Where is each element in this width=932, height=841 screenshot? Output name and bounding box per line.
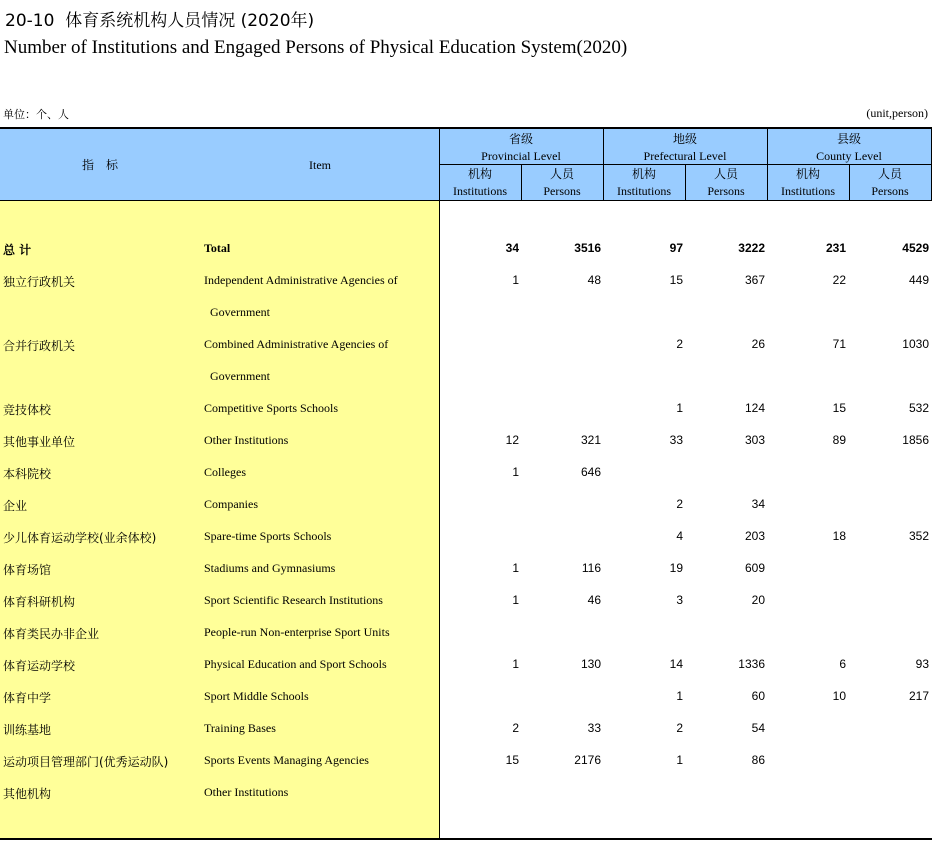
header-indicator-label: 指 标 — [81, 158, 118, 172]
value-cell: 54 — [751, 721, 765, 735]
value-cell: 4 — [676, 529, 683, 543]
table-row — [0, 776, 932, 808]
indicator-cn: 其他机构 — [3, 787, 52, 801]
header-persons-en: Persons — [543, 184, 581, 198]
table-row — [0, 712, 932, 744]
value-cell: 367 — [744, 273, 765, 287]
item-en — [204, 456, 436, 488]
item-en — [204, 264, 436, 328]
indicator-cn: 合并行政机关 — [3, 339, 76, 353]
table-row — [0, 488, 932, 520]
value-cell: 1856 — [902, 433, 929, 447]
value-cell: 203 — [744, 529, 765, 543]
header-institutions-en: Institutions — [616, 184, 671, 198]
header-provincial-institutions — [439, 166, 521, 200]
item-en-line: Stadiums and Gymnasiums — [204, 561, 336, 575]
value-cell: 1030 — [902, 337, 929, 351]
table-row — [0, 680, 932, 712]
value-cell: 1 — [676, 689, 683, 703]
indicator-cn: 其他事业单位 — [3, 435, 76, 449]
item-en-line: Companies — [204, 497, 258, 511]
value-cell: 19 — [669, 561, 683, 575]
value-cell: 6 — [839, 657, 846, 671]
value-cell: 116 — [581, 561, 601, 575]
indicator-cn: 独立行政机关 — [3, 275, 76, 289]
item-en-line: Government — [210, 305, 270, 319]
table-row — [0, 552, 932, 584]
item-en — [204, 392, 436, 424]
indicator-cn: 少儿体育运动学校(业余体校) — [3, 531, 157, 545]
indicator-cn: 企业 — [3, 499, 28, 513]
table-row — [0, 456, 932, 488]
indicator-cn: 体育科研机构 — [3, 595, 76, 609]
table-row — [0, 424, 932, 456]
header-item-label: Item — [309, 158, 331, 172]
header-institutions-en: Institutions — [452, 184, 507, 198]
header-persons-en: Persons — [871, 184, 909, 198]
item-en-line: Sports Events Managing Agencies — [204, 753, 369, 767]
header-county-institutions — [767, 166, 849, 200]
bottom-rule — [0, 838, 932, 840]
indicator-cn: 体育运动学校 — [3, 659, 76, 673]
indicator-cn: 体育类民办非企业 — [3, 627, 100, 641]
value-cell: 60 — [751, 689, 765, 703]
item-en — [204, 232, 436, 264]
value-cell: 86 — [751, 753, 765, 767]
value-cell: 1 — [512, 465, 519, 479]
item-en-line: Sport Middle Schools — [204, 689, 309, 703]
value-cell: 34 — [751, 497, 765, 511]
item-en — [204, 328, 436, 392]
item-en — [204, 584, 436, 616]
item-en — [204, 488, 436, 520]
indicator-cn: 运动项目管理部门(优秀运动队) — [3, 755, 169, 769]
table-row — [0, 264, 932, 328]
indicator-cn: 体育场馆 — [3, 563, 52, 577]
header-persons-en: Persons — [707, 184, 745, 198]
value-cell: 1 — [676, 753, 683, 767]
value-cell: 352 — [908, 529, 929, 543]
value-cell: 15 — [832, 401, 846, 415]
header-county — [767, 131, 931, 165]
header-provincial-cn: 省级 — [508, 132, 533, 146]
value-cell: 449 — [908, 273, 929, 287]
item-en — [204, 520, 436, 552]
value-cell: 2 — [512, 721, 519, 735]
value-cell: 20 — [751, 593, 765, 607]
item-en-line: Physical Education and Sport Schools — [204, 657, 387, 671]
top-rule — [0, 127, 932, 129]
value-cell: 217 — [908, 689, 929, 703]
indicator-cn: 体育中学 — [3, 691, 52, 705]
value-cell: 2176 — [574, 753, 601, 767]
header-item — [220, 156, 420, 174]
header-county-en: County Level — [816, 149, 882, 163]
header-bottom-rule — [0, 200, 932, 201]
value-cell: 1 — [512, 657, 519, 671]
value-cell: 33 — [587, 721, 601, 735]
item-en — [204, 744, 436, 776]
item-en — [204, 648, 436, 680]
value-cell: 93 — [915, 657, 929, 671]
header-prefectural-cn: 地级 — [672, 132, 697, 146]
value-cell: 231 — [825, 241, 846, 255]
value-cell: 1 — [512, 561, 519, 575]
indicator-cn: 训练基地 — [3, 723, 52, 737]
value-cell: 97 — [669, 241, 683, 255]
item-en-line: Competitive Sports Schools — [204, 401, 339, 415]
header-indicator — [0, 156, 200, 174]
total-row — [0, 232, 932, 264]
table-row — [0, 520, 932, 552]
item-en-line: Combined Administrative Agencies of — [204, 337, 389, 351]
value-cell: 10 — [832, 689, 846, 703]
value-cell: 89 — [832, 433, 846, 447]
header-persons-cn: 人员 — [549, 167, 574, 181]
item-en-line: Sport Scientific Research Institutions — [204, 593, 383, 607]
table-row — [0, 328, 932, 392]
header-institutions-cn: 机构 — [631, 167, 656, 181]
header-prefectural-persons — [685, 166, 767, 200]
item-en-line: Colleges — [204, 465, 246, 479]
item-en-line: People-run Non-enterprise Sport Units — [204, 625, 390, 639]
value-cell: 609 — [744, 561, 765, 575]
table-row — [0, 616, 932, 648]
item-en-line: Training Bases — [204, 721, 276, 735]
value-cell: 3 — [676, 593, 683, 607]
value-cell: 71 — [832, 337, 846, 351]
header-provincial-persons — [521, 166, 603, 200]
header-prefectural-institutions — [603, 166, 685, 200]
value-cell: 1336 — [738, 657, 765, 671]
table-row — [0, 648, 932, 680]
table-row — [0, 744, 932, 776]
indicator-cn: 本科院校 — [3, 467, 52, 481]
item-en-line: Spare-time Sports Schools — [204, 529, 332, 543]
item-en-line: Total — [204, 241, 231, 255]
value-cell: 1 — [512, 593, 519, 607]
item-en — [204, 680, 436, 712]
header-county-cn: 县级 — [836, 132, 861, 146]
value-cell: 532 — [908, 401, 929, 415]
value-cell: 34 — [505, 241, 519, 255]
table-row — [0, 584, 932, 616]
value-cell: 2 — [676, 337, 683, 351]
value-cell: 33 — [669, 433, 683, 447]
value-cell: 321 — [580, 433, 601, 447]
item-en — [204, 616, 436, 648]
value-cell: 15 — [505, 753, 519, 767]
value-cell: 4529 — [902, 241, 929, 255]
value-cell: 3516 — [574, 241, 601, 255]
header-institutions-en: Institutions — [780, 184, 835, 198]
item-en — [204, 424, 436, 456]
header-prefectural-en: Prefectural Level — [643, 149, 727, 163]
value-cell: 15 — [669, 273, 683, 287]
value-cell: 12 — [505, 433, 519, 447]
value-cell: 48 — [587, 273, 601, 287]
item-en-line: Other Institutions — [204, 785, 289, 799]
value-cell: 1 — [676, 401, 683, 415]
item-en — [204, 712, 436, 744]
value-cell: 26 — [751, 337, 765, 351]
header-institutions-cn: 机构 — [795, 167, 820, 181]
header-prefectural — [603, 131, 767, 165]
item-en-line: Government — [210, 369, 270, 383]
value-cell: 646 — [580, 465, 601, 479]
value-cell: 1 — [512, 273, 519, 287]
table-body — [0, 232, 932, 808]
header-provincial-en: Provincial Level — [481, 149, 561, 163]
header-persons-cn: 人员 — [713, 167, 738, 181]
table-title-en: Number of Institutions and Engaged Persons of Physical Education System(2020) — [4, 37, 628, 58]
item-en-line: Independent Administrative Agencies of — [204, 273, 398, 287]
unit-label-cn: 单位：个、人 — [3, 108, 69, 121]
value-cell: 22 — [832, 273, 846, 287]
table-row — [0, 392, 932, 424]
indicator-cn: 竞技体校 — [3, 403, 52, 417]
header-provincial — [439, 131, 603, 165]
item-en — [204, 776, 436, 808]
value-cell: 2 — [676, 497, 683, 511]
table-title-cn: 20-10 体育系统机构人员情况 (2020年) — [5, 11, 315, 31]
value-cell: 2 — [676, 721, 683, 735]
value-cell: 18 — [832, 529, 846, 543]
header-persons-cn: 人员 — [877, 167, 902, 181]
item-en — [204, 552, 436, 584]
value-cell: 124 — [744, 401, 765, 415]
value-cell: 303 — [744, 433, 765, 447]
unit-label-en: (unit,person) — [866, 106, 928, 120]
indicator-cn: 总 计 — [3, 243, 32, 257]
value-cell: 130 — [580, 657, 601, 671]
value-cell: 14 — [669, 657, 683, 671]
item-en-line: Other Institutions — [204, 433, 289, 447]
value-cell: 3222 — [738, 241, 765, 255]
header-county-persons — [849, 166, 931, 200]
header-institutions-cn: 机构 — [467, 167, 492, 181]
value-cell: 46 — [587, 593, 601, 607]
